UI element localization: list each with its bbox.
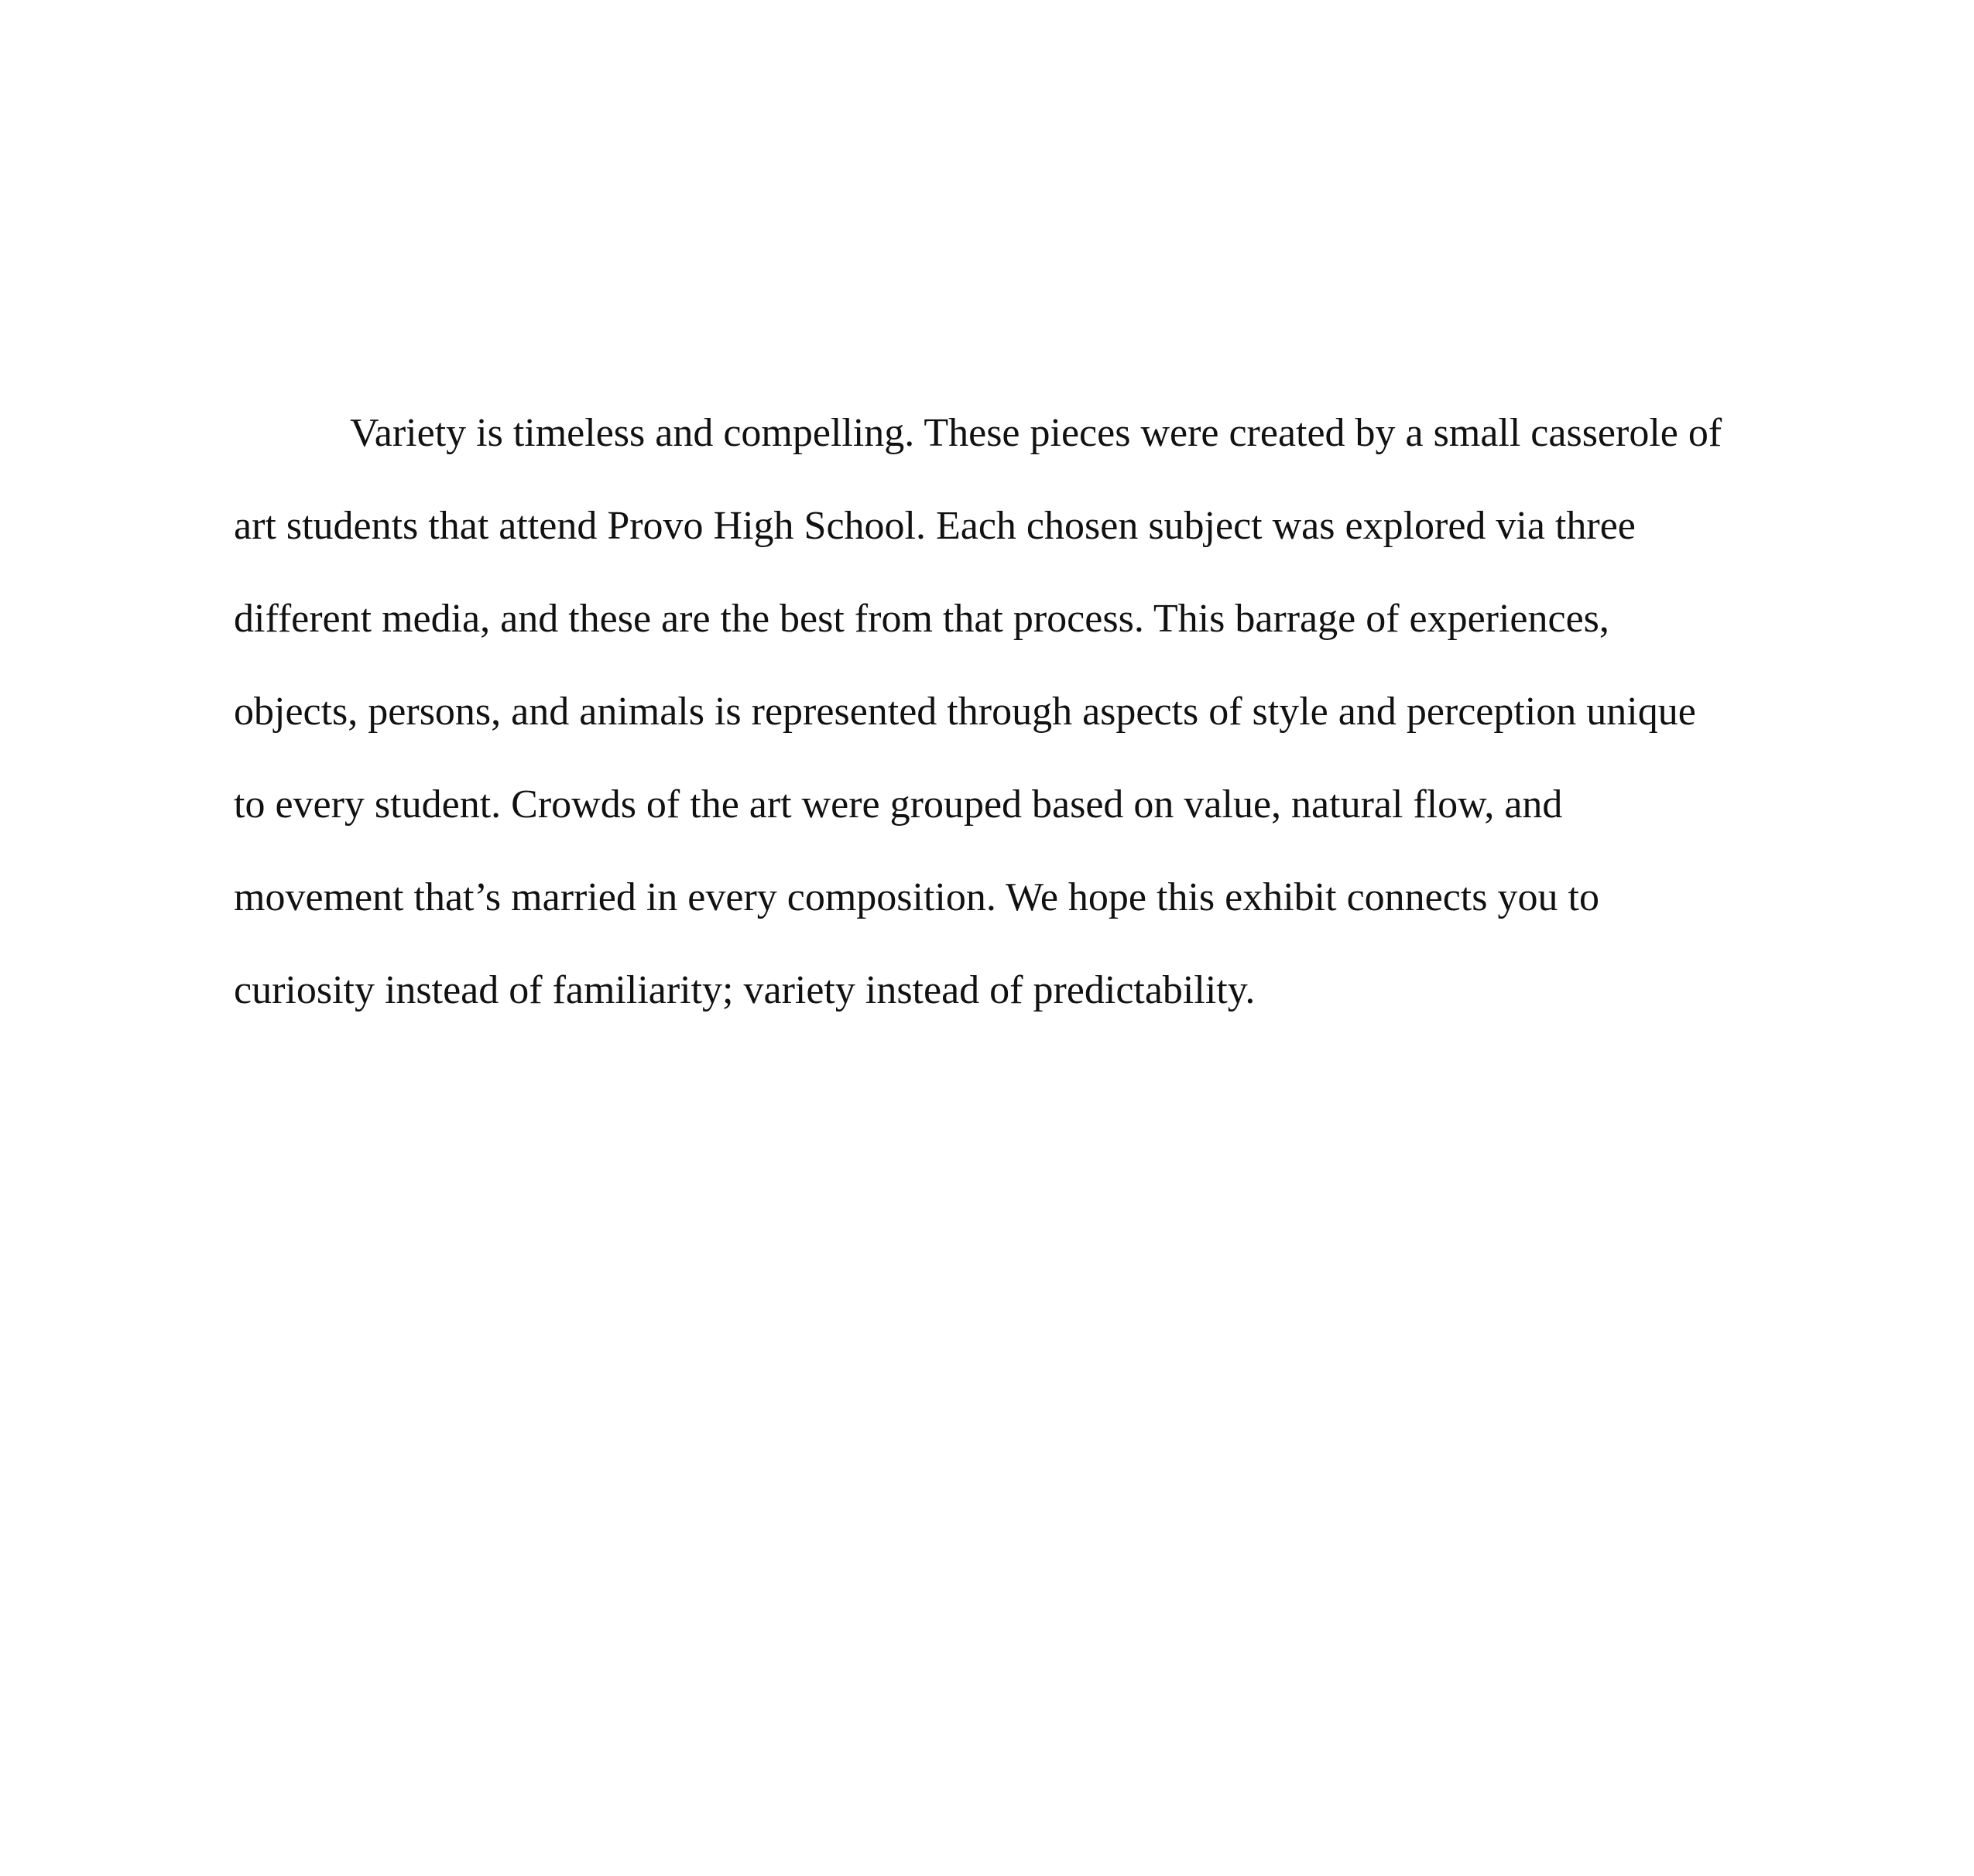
paragraph-line-6: movement that’s married in every composition. We hope this exhibit connects you to xyxy=(234,875,1599,919)
paragraph-line-4: objects, persons, and animals is represented through aspects of style and perception unique xyxy=(234,690,1696,734)
paragraph-line-3: different media, and these are the best from that process. This barrage of experiences, xyxy=(234,597,1609,641)
paragraph-line-2: art students that attend Provo High School. Each chosen subject was explored via three xyxy=(234,504,1636,548)
paragraph-line-7: curiosity instead of familiarity; variety instead of predictability. xyxy=(234,968,1256,1012)
paragraph-line-1: Variety is timeless and compelling. These pieces were created by a small casserole of xyxy=(350,411,1722,455)
paragraph-line-5: to every student. Crowds of the art were grouped based on value, natural flow, and xyxy=(234,782,1563,827)
